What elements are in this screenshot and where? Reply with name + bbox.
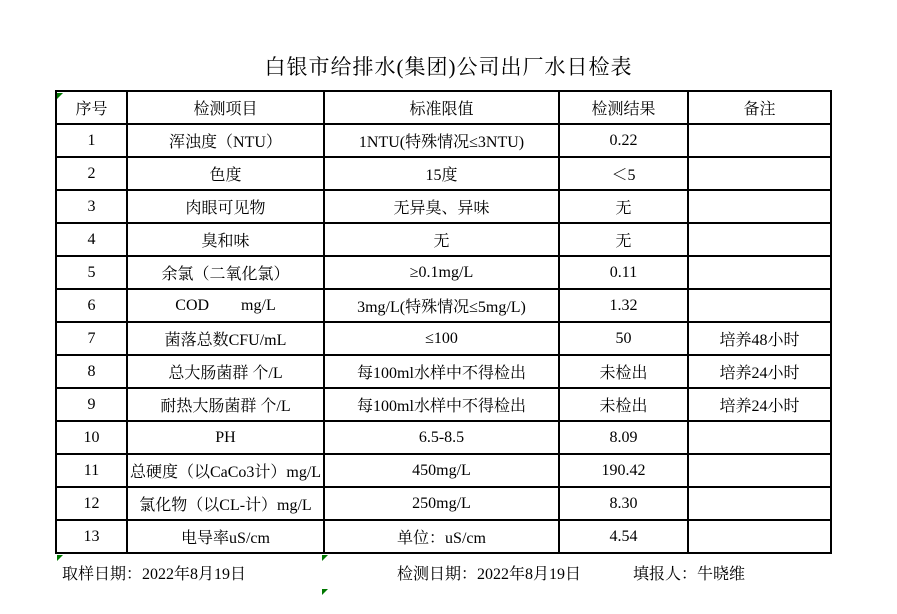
- cell-no: 10: [56, 421, 127, 454]
- cell-item: 菌落总数CFU/mL: [127, 322, 324, 355]
- cell-note: [688, 223, 831, 256]
- cell-item: 肉眼可见物: [127, 190, 324, 223]
- cell-note: [688, 124, 831, 157]
- col-header-note: 备注: [688, 91, 831, 124]
- inspection-table: [55, 90, 832, 554]
- cell-item: 耐热大肠菌群 个/L: [127, 388, 324, 421]
- cell-result: 无: [559, 223, 688, 256]
- cell-note: 培养24小时: [688, 388, 831, 421]
- cell-result: 0.22: [559, 124, 688, 157]
- col-header-limit: 标准限值: [324, 91, 559, 124]
- sampling-date-label: 取样日期：2022年8月19日: [62, 566, 247, 583]
- table-row: [56, 190, 831, 223]
- cell-item: 总大肠菌群 个/L: [127, 355, 324, 388]
- table-row: [56, 256, 831, 289]
- cell-no: 6: [56, 289, 127, 322]
- cell-limit: 无异臭、异味: [324, 190, 559, 223]
- cell-limit: 每100ml水样中不得检出: [324, 388, 559, 421]
- cell-note: [688, 454, 831, 487]
- table-row: [56, 322, 831, 355]
- cell-item: 浑浊度（NTU）: [127, 124, 324, 157]
- page-title: 白银市给排水(集团)公司出厂水日检表: [264, 55, 633, 79]
- table-row: [56, 388, 831, 421]
- table-header-row: [56, 91, 831, 124]
- cell-limit: 单位：uS/cm: [324, 520, 559, 553]
- cell-result: 0.11: [559, 256, 688, 289]
- cell-result: 190.42: [559, 454, 688, 487]
- table-row: [56, 355, 831, 388]
- cell-note: [688, 289, 831, 322]
- cell-no: 7: [56, 322, 127, 355]
- table-row: [56, 223, 831, 256]
- cell-limit: 250mg/L: [324, 487, 559, 520]
- cell-item: 电导率uS/cm: [127, 520, 324, 553]
- cell-result: 1.32: [559, 289, 688, 322]
- cell-no: 8: [56, 355, 127, 388]
- cell-note: 培养24小时: [688, 355, 831, 388]
- cell-result: 未检出: [559, 388, 688, 421]
- cell-limit: 每100ml水样中不得检出: [324, 355, 559, 388]
- cell-item: 氯化物（以CL-计）mg/L: [127, 487, 324, 520]
- cell-note: [688, 487, 831, 520]
- table-row: [56, 157, 831, 190]
- cell-note: [688, 520, 831, 553]
- cell-item: 总硬度（以CaCo3计）mg/L: [127, 454, 324, 487]
- cell-no: 12: [56, 487, 127, 520]
- cell-item: 色度: [127, 157, 324, 190]
- cell-limit: 6.5-8.5: [324, 421, 559, 454]
- cell-no: 2: [56, 157, 127, 190]
- cell-result: 未检出: [559, 355, 688, 388]
- excel-error-marker-icon: [322, 555, 328, 561]
- table-row: [56, 520, 831, 553]
- cell-limit: 3mg/L(特殊情况≤5mg/L): [324, 289, 559, 322]
- table-row: [56, 454, 831, 487]
- cell-no: 4: [56, 223, 127, 256]
- excel-error-marker-icon: [57, 93, 63, 99]
- cell-note: [688, 256, 831, 289]
- excel-error-marker-icon: [322, 589, 328, 595]
- cell-result: 4.54: [559, 520, 688, 553]
- table-row: [56, 487, 831, 520]
- cell-no: 5: [56, 256, 127, 289]
- col-header-no: 序号: [56, 91, 127, 124]
- col-header-result: 检测结果: [559, 91, 688, 124]
- table-row: [56, 289, 831, 322]
- cell-item: PH: [127, 421, 324, 454]
- cell-note: [688, 421, 831, 454]
- reporter-label: 填报人：牛晓维: [633, 566, 746, 583]
- cell-item: 臭和味: [127, 223, 324, 256]
- cell-item: 余氯（二氧化氯）: [127, 256, 324, 289]
- cell-note: [688, 157, 831, 190]
- cell-note: [688, 190, 831, 223]
- cell-limit: 15度: [324, 157, 559, 190]
- cell-result: ＜5: [559, 157, 688, 190]
- testing-date-label: 检测日期：2022年8月19日: [397, 566, 582, 583]
- cell-no: 1: [56, 124, 127, 157]
- col-header-item: 检测项目: [127, 91, 324, 124]
- cell-no: 9: [56, 388, 127, 421]
- table-row: [56, 124, 831, 157]
- cell-limit: ≥0.1mg/L: [324, 256, 559, 289]
- cell-no: 13: [56, 520, 127, 553]
- cell-limit: 无: [324, 223, 559, 256]
- cell-note: 培养48小时: [688, 322, 831, 355]
- cell-item: COD mg/L: [127, 289, 324, 322]
- cell-limit: ≤100: [324, 322, 559, 355]
- table-row: [56, 421, 831, 454]
- cell-limit: 1NTU(特殊情况≤3NTU): [324, 124, 559, 157]
- cell-result: 50: [559, 322, 688, 355]
- cell-no: 11: [56, 454, 127, 487]
- cell-result: 无: [559, 190, 688, 223]
- cell-result: 8.09: [559, 421, 688, 454]
- cell-no: 3: [56, 190, 127, 223]
- cell-result: 8.30: [559, 487, 688, 520]
- cell-limit: 450mg/L: [324, 454, 559, 487]
